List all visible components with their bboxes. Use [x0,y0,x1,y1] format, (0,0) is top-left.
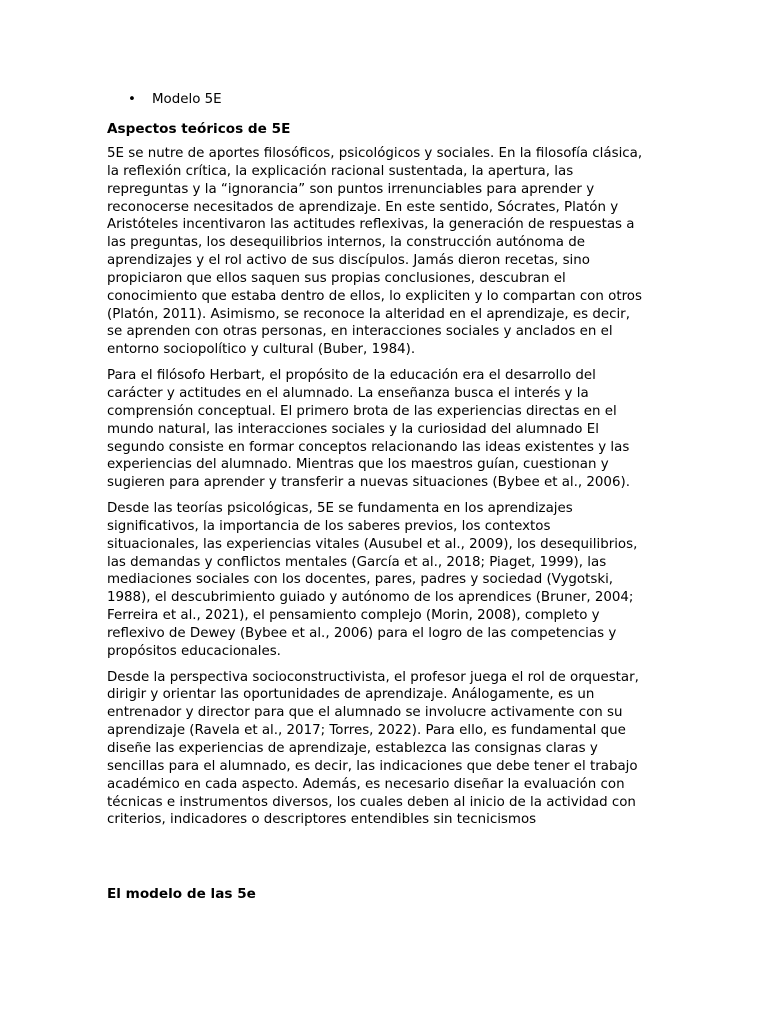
text-line: reconocerse necesitados de aprendizaje. En este sentido, Sócrates, Platón y [107,199,619,215]
text-line: segundo consiste en formar conceptos relacionando las ideas existentes y las [107,439,630,455]
text-line: Desde las teorías psicológicas, 5E se fundamenta en los aprendizajes [107,501,573,517]
text-line: aprendizajes y el rol activo de sus discípulos. Jamás dieron recetas, sino [107,253,590,269]
text-line: entorno sociopolítico y cultural (Buber, 1984). [107,342,416,358]
bullet-list-item [107,88,667,112]
text-line: experiencias del alumnado. Mientras que los maestros guían, cuestionan y [107,457,609,473]
text-line: dirigir y orientar las oportunidades de aprendizaje. Análogamente, es un [107,687,595,703]
paragraph-filosofia [107,145,667,359]
document-page [107,88,667,910]
text-line: sencillas para el alumnado, es decir, las indicaciones que debe tener el trabajo [107,758,638,774]
paragraph-socioconstructivista [107,669,667,830]
text-line: mediaciones sociales con los docentes, pares, padres y sociedad (Vygotski, [107,572,614,588]
section-heading-modelo-5e: El modelo de las 5e [107,886,256,903]
text-line: Para el filósofo Herbart, el propósito de la educación era el desarrollo del [107,368,596,384]
text-line: situacionales, las experiencias vitales (Ausubel et al., 2009), los desequilibrios, [107,536,638,552]
text-line: conocimiento que estaba dentro de ellos, lo expliciten y lo compartan con otros [107,288,642,304]
text-line: la reflexión crítica, la explicación racional sustentada, la apertura, las [107,163,574,179]
text-line: significativos, la importancia de los saberes previos, los contextos [107,518,551,534]
text-line: aprendizaje (Ravela et al., 2017; Torres, 2022). Para ello, es fundamental que [107,723,626,739]
text-line: entrenador y director para que el alumnado se involucre activamente con su [107,705,623,721]
section-heading-aspectos: Aspectos teóricos de 5E [107,121,291,137]
text-line: técnicas e instrumentos diversos, los cuales deben al inicio de la actividad con [107,794,636,810]
paragraph-herbart [107,367,667,492]
text-line: Aristóteles incentivaron las actitudes reflexivas, la generación de respuestas a [107,217,635,233]
text-line: reflexivo de Dewey (Bybee et al., 2006) para el logro de las competencias y [107,625,617,641]
text-line: propósitos educacionales. [107,643,281,659]
blank-space [107,837,667,877]
text-line: diseñe las experiencias de aprendizaje, establezca las consignas claras y [107,741,598,756]
text-line: las demandas y conflictos mentales (García et al., 2018; Piaget, 1999), las [107,554,607,570]
text-line: repreguntas y la “ignorancia” son puntos irrenunciables para aprender y [107,181,595,197]
text-line: 1988), el descubrimiento guiado y autónomo de los aprendices (Bruner, 2004; [107,590,634,606]
text-line: sugieren para aprender y transferir a nuevas situaciones (Bybee et al., 2006). [107,475,630,491]
text-line: mundo natural, las interacciones sociales y la curiosidad del alumnado El [107,421,599,437]
text-line: (Platón, 2011). Asimismo, se reconoce la alteridad en el aprendizaje, es decir, [107,306,630,322]
text-line: carácter y actitudes en el alumnado. La enseñanza busca el interés y la [107,385,589,401]
text-line: 5E se nutre de aportes filosóficos, psicológicos y sociales. En la filosofía clásica, [107,146,643,161]
text-line: académico en cada aspecto. Además, es necesario diseñar la evaluación con [107,776,625,792]
paragraph-teorias-psicologicas [107,500,667,661]
text-line: se aprenden con otras personas, en interacciones sociales y anclados en el [107,324,613,340]
text-line: Ferreira et al., 2021), el pensamiento complejo (Morin, 2008), completo y [107,608,600,624]
text-line: criterios, indicadores o descriptores entendibles sin tecnicismos [107,812,537,828]
text-line: Desde la perspectiva socioconstructivista, el profesor juega el rol de orquestar, [107,669,639,685]
bullet-label: Modelo 5E [152,92,222,107]
text-line: las preguntas, los desequilibrios internos, la construcción autónoma de [107,235,585,251]
text-line: propiciaron que ellos saquen sus propias conclusiones, descubran el [107,270,566,286]
bullet-icon: • [128,92,136,107]
text-line: comprensión conceptual. El primero brota de las experiencias directas en el [107,403,617,419]
